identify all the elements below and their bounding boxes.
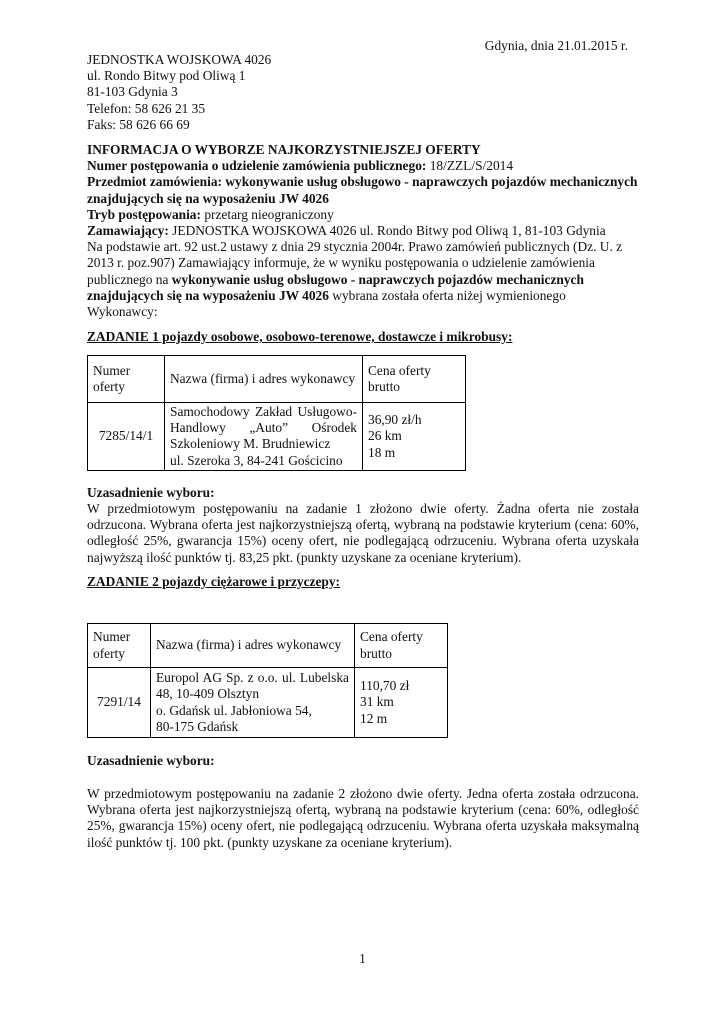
contracting-authority (87, 223, 639, 239)
sender-line: 81-103 Gdynia 3 (87, 84, 178, 100)
task2-justification-text: W przedmiotowym postępowaniu na zadanie 2 złożono dwie oferty. Jedna oferta została odrzucona. Wybrana oferta jest najkorzystniejszą ofertą, wybraną na podstawie kryterium (cena: 60%, odległość 25%, gwarancja 15%) oceny ofert, nie podlegającą odrzuceniu. Wybrana oferta uzyskała maksymalną ilość punktów tj. 100 pkt. (punkty uzyskane za oceniane kryterium). (87, 786, 639, 850)
legal-basis-text-end: wybrana została oferta niżej wymienionego Wykonawcy: (87, 287, 566, 320)
legal-basis-paragraph (87, 239, 639, 320)
contractor-branch-city: 80-175 Gdańsk (156, 718, 239, 734)
distance-value: 26 km (368, 428, 402, 444)
procedure-number-label: Numer postępowania o udzielenie zamówienia publicznego: (87, 158, 427, 174)
header-offer-number: Numer oferty (88, 356, 165, 403)
task2-justification-label: Uzasadnienie wyboru: (87, 753, 215, 768)
order-subject: Przedmiot zamówienia: wykonywanie usług obsługowo - naprawczych pojazdów mechanicznych znajdujących się na wyposażeniu JW 4026 (87, 174, 638, 206)
procedure-mode-value: przetarg nieograniczony (200, 206, 334, 222)
warranty-value: 12 m (360, 710, 388, 726)
price-value: 36,90 zł/h (368, 412, 422, 428)
task1-justification-label: Uzasadnienie wyboru: (87, 485, 215, 500)
price-cell (355, 668, 448, 738)
contracting-authority-label: Zamawiający: (87, 223, 169, 239)
header-contractor: Nazwa (firma) i adres wykonawcy (151, 624, 355, 668)
sender-line: JEDNOSTKA WOJSKOWA 4026 (87, 52, 272, 67)
procedure-number-value: 18/ZZL/S/2014 (426, 158, 514, 174)
table-row (88, 668, 448, 738)
place-date: Gdynia, dnia 21.01.2015 r. (484, 38, 628, 53)
contractor-name: Europol AG Sp. z o.o. ul. Lubelska 48, 10-409 Olsztyn (156, 670, 349, 702)
price-cell (363, 403, 466, 471)
procedure-mode (87, 207, 639, 223)
page-number: 1 (359, 951, 366, 966)
contractor-branch: o. Gdańsk ul. Jabłoniowa 54, (156, 702, 312, 718)
task1-heading: ZADANIE 1 pojazdy osobowe, osobowo-terenowe, dostawcze i mikrobusy: (87, 329, 513, 344)
offer-number: 7285/14/1 (88, 403, 165, 471)
table-header-row (88, 624, 448, 668)
sender-line: ul. Rondo Bitwy pod Oliwą 1 (87, 68, 246, 84)
sender-line: Telefon: 58 626 21 35 (87, 100, 206, 116)
legal-basis-text: Na podstawie art. 92 ust.2 ustawy z dnia 29 stycznia 2004r. Prawo zamówień publicznych (Dz. U. z 2013 r. poz.907) Zamawiający informuje, że w wyniku postępowania o udzielenie zamówienia publicznego na (87, 239, 623, 287)
document-title: INFORMACJA O WYBORZE NAJKORZYSTNIEJSZEJ OFERTY (87, 142, 481, 157)
contractor-address: ul. Szeroka 3, 84-241 Gościcino (170, 452, 343, 468)
warranty-value: 18 m (368, 444, 396, 460)
sender-address (87, 52, 271, 133)
task2-heading: ZADANIE 2 pojazdy ciężarowe i przyczepy: (87, 574, 341, 589)
contractor-name: Samochodowy Zakład Usługowo-Handlowy „Auto” Ośrodek Szkoleniowy M. Brudniewicz (170, 404, 357, 452)
task1-offer-table (87, 355, 466, 471)
info-section (87, 142, 639, 320)
offer-number: 7291/14 (88, 668, 151, 738)
task1-justification-text: W przedmiotowym postępowaniu na zadanie 1 złożono dwie oferty. Żadna oferta nie została odrzucona. Wybrana oferta jest najkorzystniejszą ofertą, wybraną na podstawie kryterium (cena: 60%, odległość 25%, gwarancja 15%) oceny ofert, nie podlegającą odrzuceniu. Wybrana oferta uzyskała najwyższą ilość punktów tj. 83,25 pkt. (punkty uzyskane za oceniane kryterium). (87, 501, 639, 565)
contracting-authority-value: JEDNOSTKA WOJSKOWA 4026 ul. Rondo Bitwy pod Oliwą 1, 81-103 Gdynia (168, 223, 606, 239)
header-offer-number: Numer oferty (88, 624, 151, 668)
task2-offer-table (87, 623, 448, 738)
legal-basis-subject: wykonywanie usług obsługowo - naprawczych pojazdów mechanicznych znajdujących się na wyposażeniu JW 4026 (87, 271, 584, 303)
header-contractor: Nazwa (firma) i adres wykonawcy (165, 356, 363, 403)
table-row (88, 403, 466, 471)
header-price: Cena oferty brutto (363, 356, 466, 403)
procedure-number (87, 158, 639, 174)
procedure-mode-label: Tryb postępowania: (87, 206, 201, 222)
header-price: Cena oferty brutto (355, 624, 448, 668)
table-header-row (88, 356, 466, 403)
contractor-cell (165, 403, 363, 471)
contractor-cell (151, 668, 355, 738)
price-value: 110,70 zł (360, 678, 410, 694)
distance-value: 31 km (360, 694, 394, 710)
sender-line: Faks: 58 626 66 69 (87, 116, 190, 132)
